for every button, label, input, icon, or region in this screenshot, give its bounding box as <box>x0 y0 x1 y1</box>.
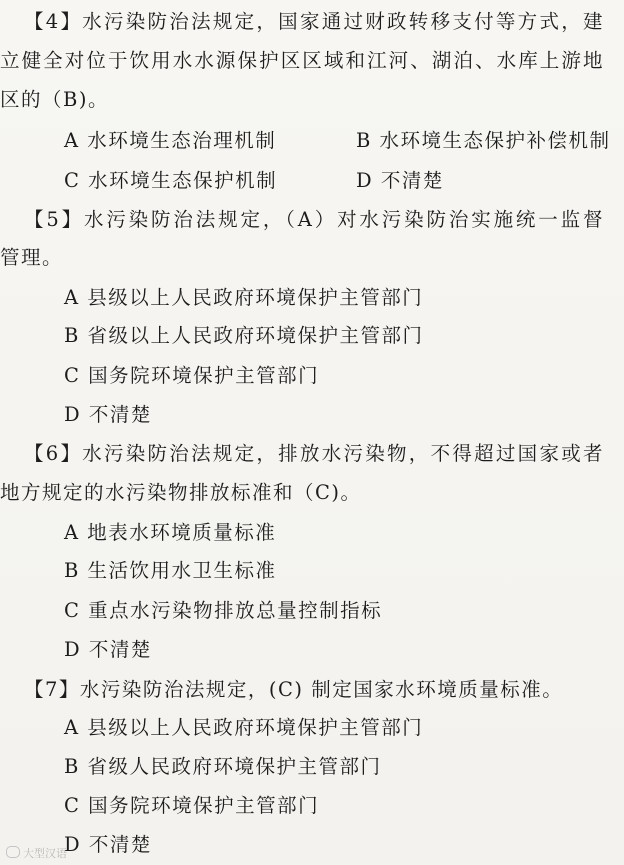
question-4-option-b: B 水环境生态保护补偿机制 <box>356 129 611 152</box>
watermark <box>6 846 67 861</box>
question-6-option-a: A 地表水环境质量标准 <box>64 521 277 544</box>
question-5-option-a: A 县级以上人民政府环境保护主管部门 <box>64 286 424 309</box>
question-4-option-a: A 水环境生态治理机制 <box>64 129 277 152</box>
question-7-option-c: C 国务院环境保护主管部门 <box>64 794 320 817</box>
question-4-option-c: C 水环境生态保护机制 <box>64 169 278 192</box>
question-7-option-d: D 不清楚 <box>64 833 152 856</box>
question-7-text-line-1: 【7】水污染防治法规定，(C) 制定国家水环境质量标准。 <box>24 678 564 701</box>
question-4-option-d: D 不清楚 <box>356 169 444 192</box>
question-7-option-a: A 县级以上人民政府环境保护主管部门 <box>64 716 424 739</box>
question-5-option-d: D 不清楚 <box>64 403 152 426</box>
question-4-text-line-1: 【4】水污染防治法规定，国家通过财政转移支付等方式，建 <box>24 10 604 33</box>
question-7-option-b: B 省级人民政府环境保护主管部门 <box>64 755 382 778</box>
question-5-option-c: C 国务院环境保护主管部门 <box>64 364 320 387</box>
question-5-option-b: B 省级以上人民政府环境保护主管部门 <box>64 324 424 347</box>
question-6-text-line-1: 【6】水污染防治法规定，排放水污染物，不得超过国家或者 <box>24 442 604 465</box>
watermark-text: 大型汉语 <box>23 847 67 860</box>
question-6-text-line-2: 地方规定的水污染物排放标准和（C)。 <box>0 481 362 504</box>
question-6-option-b: B 生活饮用水卫生标准 <box>64 559 277 582</box>
question-4-text-line-2: 立健全对位于饮用水水源保护区区域和江河、湖泊、水库上游地 <box>0 49 604 72</box>
question-6-option-d: D 不清楚 <box>64 638 152 661</box>
question-5-text-line-2: 管理。 <box>0 246 64 269</box>
question-6-option-c: C 重点水污染物排放总量控制指标 <box>64 599 383 622</box>
watermark-icon <box>6 846 20 858</box>
question-5-text-line-1: 【5】水污染防治法规定，（A）对水污染防治实施统一监督 <box>24 208 604 231</box>
question-4-text-line-3: 区的（B)。 <box>0 88 109 111</box>
